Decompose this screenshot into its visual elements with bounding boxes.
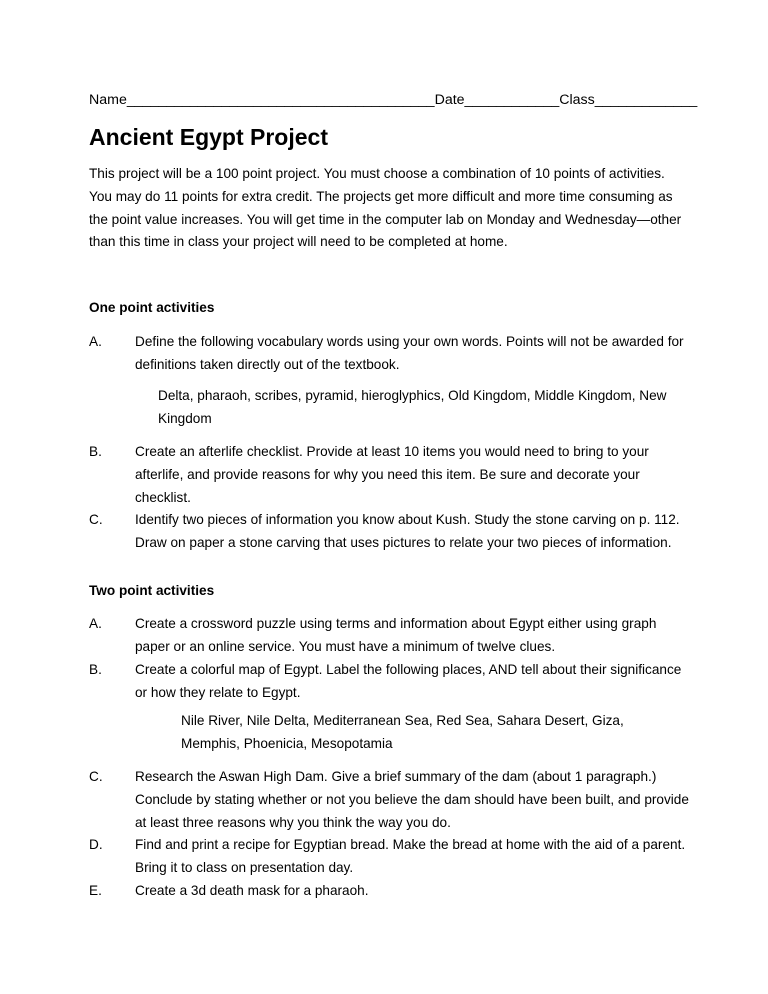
- item-text: Create an afterlife checklist. Provide at least 10 items you would need to bring to your afterlife, and provide reasons for why you need this item. Be sure and decorate your checklist.: [135, 444, 649, 505]
- item-text: Identify two pieces of information you know about Kush. Study the stone carving on p. 112. Draw on paper a stone carving that uses pictures to relate your two pieces of information.: [135, 512, 680, 550]
- one-point-heading: One point activities: [89, 300, 215, 315]
- item-text: Create a colorful map of Egypt. Label the following places, AND tell about their significance or how they relate to Egypt.: [135, 662, 682, 700]
- intro-paragraph: This project will be a 100 point project. You must choose a combination of 10 points of activities. You may do 11 points for extra credit. The projects get more difficult and more time consuming as the point value increases. You will get time in the computer lab on Monday and Wednesday—other than this time in class your project will need to be completed at home.: [89, 166, 682, 250]
- map-places-list: Nile River, Nile Delta, Mediterranean Sea, Red Sea, Sahara Desert, Giza, Memphis, Phoenicia, Mesopotamia: [181, 713, 624, 751]
- one-point-item-a: [89, 331, 689, 377]
- item-letter: B.: [89, 444, 102, 459]
- item-text: Create a crossword puzzle using terms and information about Egypt either using graph paper or an online service. You must have a minimum of twelve clues.: [135, 616, 657, 654]
- item-letter: C.: [89, 769, 103, 784]
- vocabulary-words: Delta, pharaoh, scribes, pyramid, hieroglyphics, Old Kingdom, Middle Kingdom, New Kingdom: [158, 388, 667, 426]
- item-letter: E.: [89, 883, 102, 898]
- one-point-item-b: [89, 441, 689, 509]
- item-letter: C.: [89, 512, 103, 527]
- two-point-item-a: [89, 613, 689, 659]
- name-date-class-line: Name_______________________________________Date____________Class_____________: [89, 92, 698, 108]
- item-letter: B.: [89, 662, 102, 677]
- page-title: Ancient Egypt Project: [89, 124, 328, 150]
- two-point-item-b: [89, 659, 689, 705]
- item-text: Create a 3d death mask for a pharaoh.: [135, 883, 369, 898]
- item-letter: A.: [89, 616, 102, 631]
- two-point-item-c: [89, 766, 689, 834]
- item-text: Research the Aswan High Dam. Give a brief summary of the dam (about 1 paragraph.) Conclude by stating whether or not you believe the dam should have been built, and provide at least three reasons why you think the way you do.: [135, 769, 689, 830]
- two-point-heading: Two point activities: [89, 583, 215, 598]
- item-letter: A.: [89, 334, 102, 349]
- two-point-item-e: [89, 880, 689, 903]
- item-text: Define the following vocabulary words using your own words. Points will not be awarded for definitions taken directly out of the textbook.: [135, 334, 684, 372]
- item-letter: D.: [89, 837, 103, 852]
- two-point-item-d: [89, 834, 689, 880]
- item-text: Find and print a recipe for Egyptian bread. Make the bread at home with the aid of a parent. Bring it to class on presentation day.: [135, 837, 686, 875]
- one-point-item-c: [89, 509, 689, 555]
